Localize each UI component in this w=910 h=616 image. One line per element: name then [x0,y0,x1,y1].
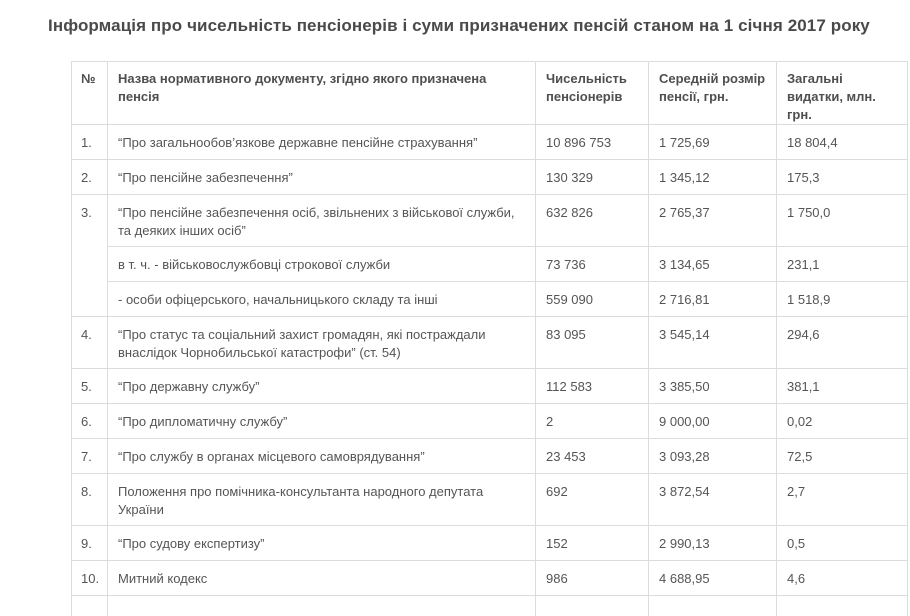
table-row [72,125,908,160]
row-average-pension: 3 134,65 [649,247,777,282]
row-number: 5. [72,369,108,404]
row-pensioner-count: 130 329 [536,160,649,195]
table-row [72,247,908,282]
row-number [72,247,108,282]
table-row [72,561,908,596]
row-document: “Про пенсійне забезпечення” [108,160,536,195]
row-average-pension: 3 545,14 [649,317,777,369]
row-number: 2. [72,160,108,195]
header-average-pension: Середній розмір пенсії, грн. [649,62,777,125]
row-average-pension: 1 345,12 [649,160,777,195]
row-average-pension: 2 990,13 [649,526,777,561]
row-number: 7. [72,439,108,474]
row-document: в т. ч. - військовослужбовці строкової служби [108,247,536,282]
row-pensioner-count: 632 826 [536,195,649,247]
row-pensioner-count: 112 583 [536,369,649,404]
row-average-pension: 3 872,54 [649,474,777,526]
page-title: Інформація про чисельність пенсіонерів і суми призначених пенсій станом на 1 січня 2017 року [48,16,870,35]
row-number [72,596,108,616]
row-average-pension: 3 385,50 [649,369,777,404]
table-row [72,526,908,561]
header-pensioner-count: Чисельність пенсіонерів [536,62,649,125]
row-pensioner-count: 559 090 [536,282,649,317]
row-pensioner-count: 10 896 753 [536,125,649,160]
row-number: 10. [72,561,108,596]
row-average-pension [649,596,777,616]
row-total-expenses: 1 750,0 [777,195,908,247]
row-document: “Про пенсійне забезпечення осіб, звільнених з військової служби, та деяких інших осіб” [108,195,536,247]
row-number: 3. [72,195,108,247]
row-total-expenses: 231,1 [777,247,908,282]
row-pensioner-count: 692 [536,474,649,526]
row-total-expenses: 175,3 [777,160,908,195]
row-document: “Про службу в органах місцевого самоврядування” [108,439,536,474]
row-pensioner-count: 986 [536,561,649,596]
table-row [72,439,908,474]
row-number: 9. [72,526,108,561]
row-document: Положення про помічника-консультанта народного депутата України [108,474,536,526]
row-total-expenses [777,596,908,616]
row-average-pension: 2 765,37 [649,195,777,247]
row-document: “Про загальнообов’язкове державне пенсійне страхування” [108,125,536,160]
row-pensioner-count: 152 [536,526,649,561]
table-row [72,317,908,369]
row-number: 1. [72,125,108,160]
row-document: “Про дипломатичну службу” [108,404,536,439]
table-header-row [72,62,908,125]
row-total-expenses: 1 518,9 [777,282,908,317]
header-total-expenses: Загальні видатки, млн. грн. [777,62,908,125]
row-pensioner-count: 83 095 [536,317,649,369]
row-total-expenses: 18 804,4 [777,125,908,160]
row-total-expenses: 72,5 [777,439,908,474]
row-pensioner-count: 2 [536,404,649,439]
table-row [72,474,908,526]
row-document: - особи офіцерського, начальницького складу та інші [108,282,536,317]
header-number: № [72,62,108,125]
row-average-pension: 4 688,95 [649,561,777,596]
row-pensioner-count [536,596,649,616]
row-number [72,282,108,317]
row-total-expenses: 2,7 [777,474,908,526]
pension-table [71,61,908,616]
row-total-expenses: 381,1 [777,369,908,404]
row-average-pension: 9 000,00 [649,404,777,439]
row-average-pension: 1 725,69 [649,125,777,160]
header-document: Назва нормативного документу, згідно якого призначена пенсія [108,62,536,125]
row-average-pension: 2 716,81 [649,282,777,317]
row-number: 8. [72,474,108,526]
row-document: Митний кодекс [108,561,536,596]
row-total-expenses: 294,6 [777,317,908,369]
row-total-expenses: 0,02 [777,404,908,439]
table-row [72,160,908,195]
row-total-expenses: 4,6 [777,561,908,596]
row-number: 6. [72,404,108,439]
row-document: “Про державну службу” [108,369,536,404]
row-document: “Про судову експертизу” [108,526,536,561]
pension-table-container [71,61,907,616]
row-total-expenses: 0,5 [777,526,908,561]
row-pensioner-count: 23 453 [536,439,649,474]
row-average-pension: 3 093,28 [649,439,777,474]
row-number: 4. [72,317,108,369]
table-row [72,195,908,247]
row-document [108,596,536,616]
table-row [72,596,908,616]
table-row [72,369,908,404]
row-pensioner-count: 73 736 [536,247,649,282]
table-row [72,282,908,317]
table-row [72,404,908,439]
row-document: “Про статус та соціальний захист громадян, які постраждали внаслідок Чорнобильської катастрофи” (ст. 54) [108,317,536,369]
